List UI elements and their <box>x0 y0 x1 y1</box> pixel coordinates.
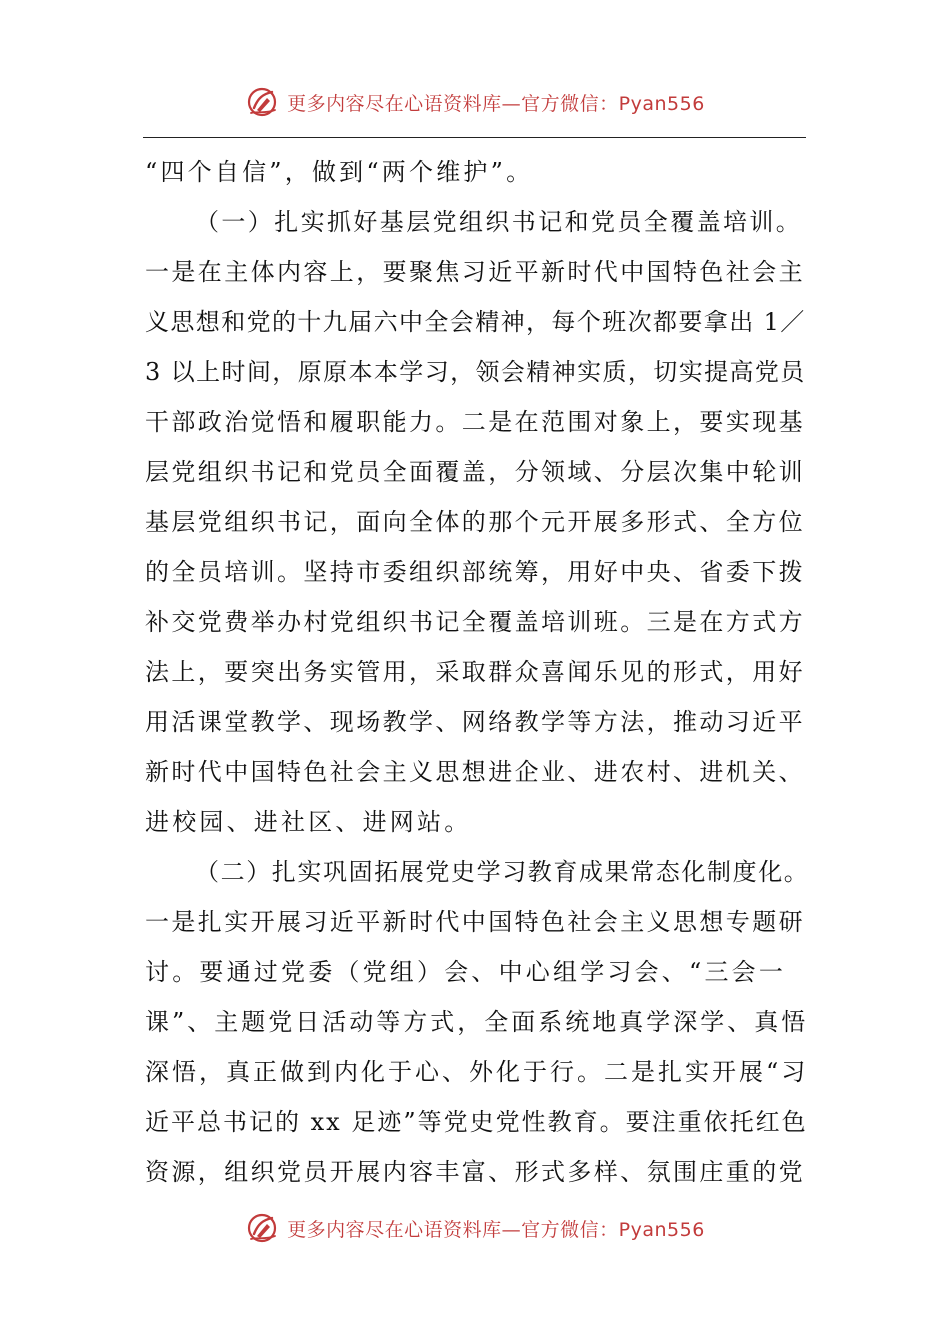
header-banner-label: 更多内容尽在心语资料库—官方微信： <box>287 92 619 115</box>
header-divider <box>143 137 806 138</box>
body-line: 近平总书记的 xx 足迹”等党史党性教育。要注重依托红色 <box>145 1108 808 1136</box>
body-line: 讨。要通过党委（党组）会、中心组学习会、“三会一 <box>145 958 787 986</box>
body-line: “四个自信”，做到“两个维护”。 <box>145 158 534 186</box>
footer-wechat-id: Pyan556 <box>618 1218 705 1241</box>
body-line: 3 以上时间，原原本本学习，领会精神实质，切实提高党员 <box>145 358 806 386</box>
body-line: 补交党费举办村党组织书记全覆盖培训班。三是在方式方 <box>145 608 805 636</box>
body-line: 的全员培训。坚持市委组织部统筹，用好中央、省委下拨 <box>145 558 805 586</box>
body-line: 新时代中国特色社会主义思想进企业、进农村、进机关、 <box>145 758 805 786</box>
body-line: 层党组织书记和党员全面覆盖，分领域、分层次集中轮训 <box>145 458 805 486</box>
body-line: 一是扎实开展习近平新时代中国特色社会主义思想专题研 <box>145 908 805 936</box>
header-banner-text <box>287 89 705 116</box>
body-line: 资源，组织党员开展内容丰富、形式多样、氛围庄重的党 <box>145 1158 805 1186</box>
section-heading-1: （一）扎实抓好基层党组织书记和党员全覆盖培训。 <box>195 208 803 236</box>
body-line: 进校园、进社区、进网站。 <box>145 808 472 836</box>
body-line: 深悟，真正做到内化于心、外化于行。二是扎实开展“习 <box>145 1058 809 1086</box>
footer-banner <box>0 1208 950 1248</box>
header-banner <box>0 82 950 122</box>
pen-signature-logo-icon <box>245 84 281 120</box>
body-line: 基层党组织书记，面向全体的那个元开展多形式、全方位 <box>145 508 805 536</box>
document-body <box>145 147 809 1197</box>
pen-signature-logo-icon <box>245 1210 281 1246</box>
header-wechat-id: Pyan556 <box>618 92 705 115</box>
body-line: 法上，要突出务实管用，采取群众喜闻乐见的形式，用好 <box>145 658 805 686</box>
body-line: 课”、主题党日活动等方式，全面系统地真学深学、真悟 <box>145 1008 809 1036</box>
body-line: 义思想和党的十九届六中全会精神，每个班次都要拿出 1／ <box>145 308 806 336</box>
body-line: 一是在主体内容上，要聚焦习近平新时代中国特色社会主 <box>145 258 805 286</box>
body-line: 用活课堂教学、现场教学、网络教学等方法，推动习近平 <box>145 708 805 736</box>
body-line: 干部政治觉悟和履职能力。二是在范围对象上，要实现基 <box>145 408 805 436</box>
footer-banner-text <box>287 1215 705 1242</box>
section-heading-2: （二）扎实巩固拓展党史学习教育成果常态化制度化。 <box>195 858 810 886</box>
footer-banner-label: 更多内容尽在心语资料库—官方微信： <box>287 1218 619 1241</box>
